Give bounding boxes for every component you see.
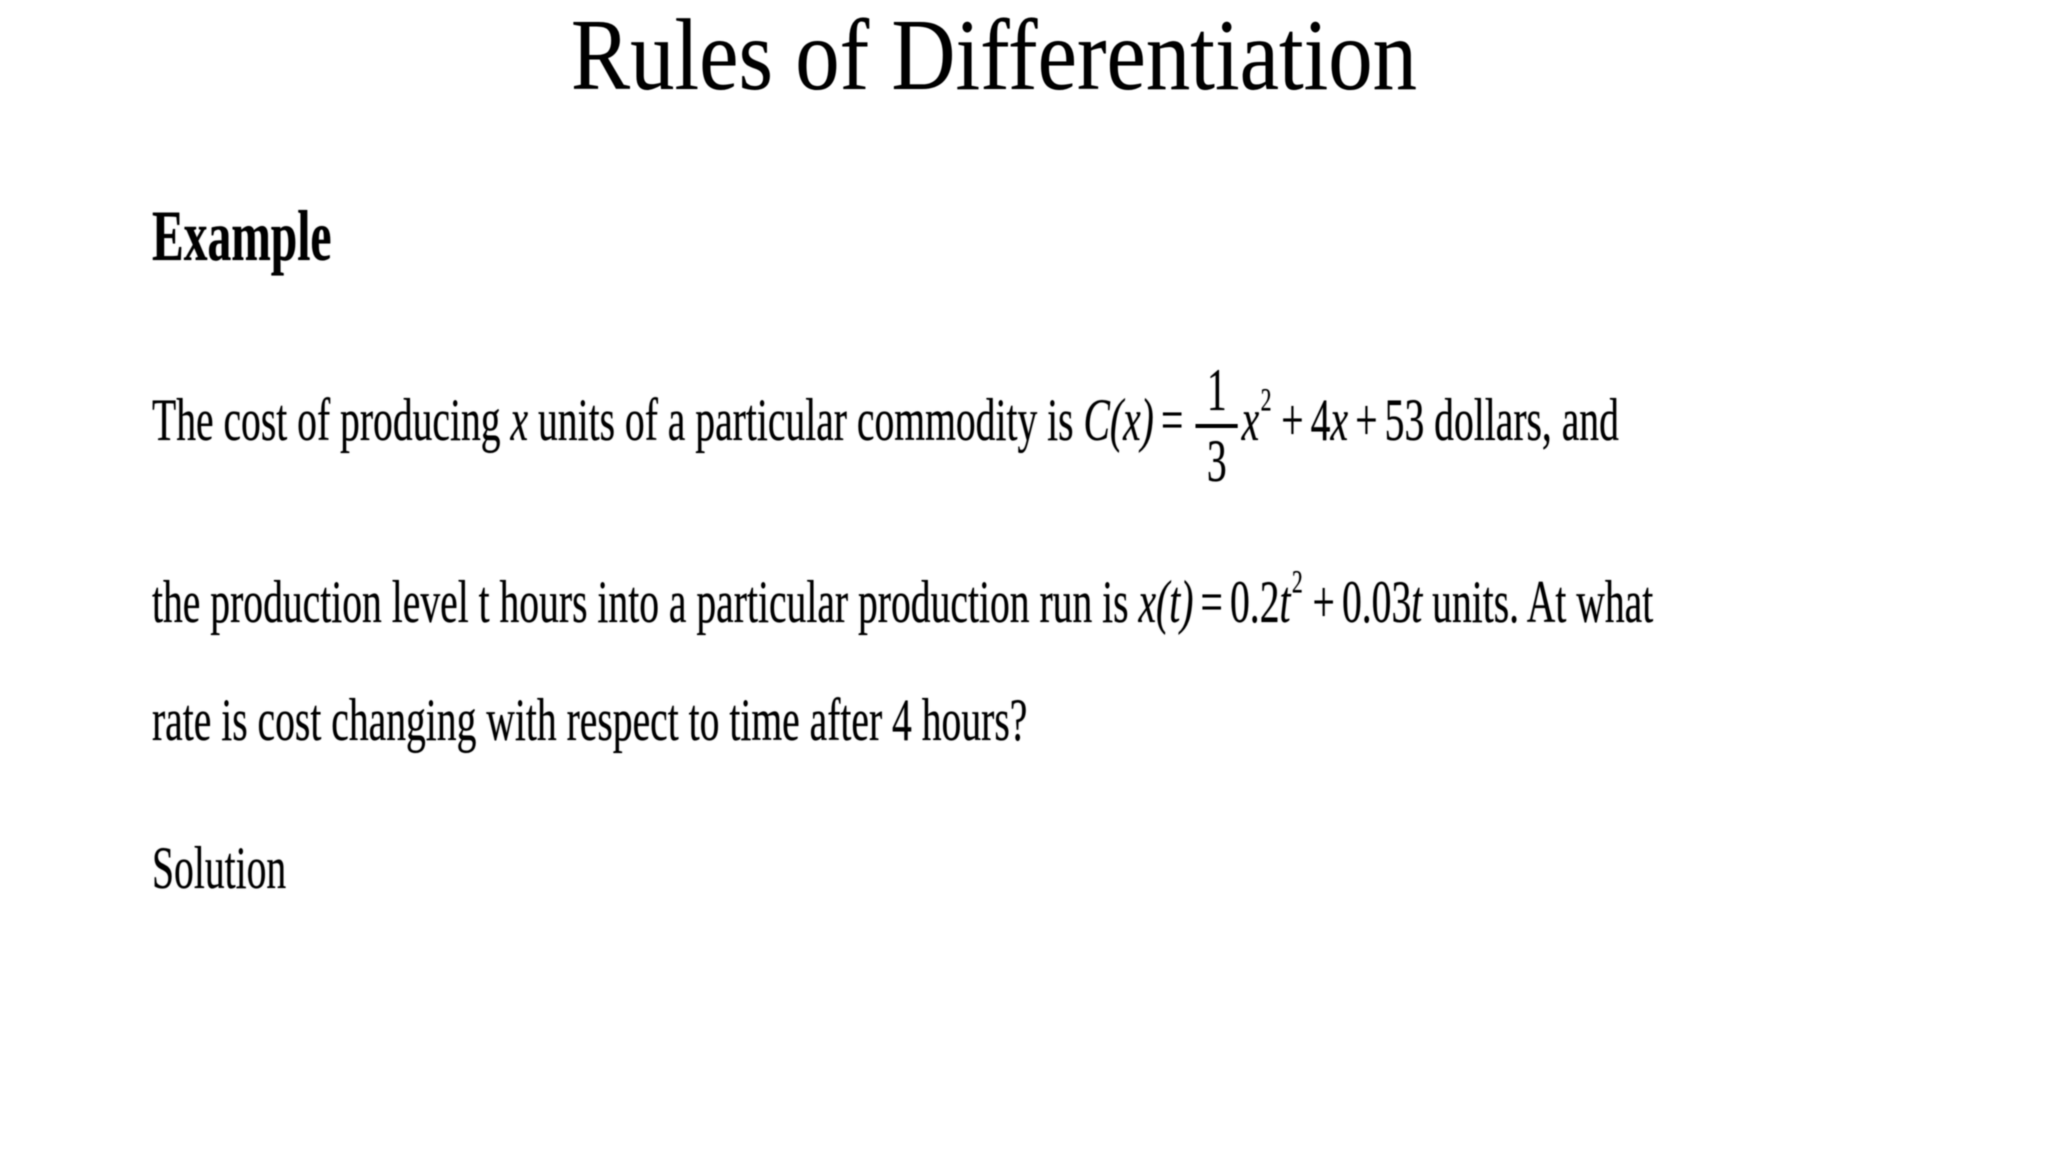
slide-title: Rules of Differentiation bbox=[570, 0, 1418, 112]
cost-function-formula bbox=[1083, 357, 1425, 495]
formula1-var-x: x bbox=[1330, 387, 1349, 453]
formula1-lhs: C(x) bbox=[1083, 387, 1154, 453]
line1-text-post: dollars, and bbox=[1424, 387, 1619, 453]
formula1-equals-sign: = bbox=[1160, 387, 1184, 453]
formula2-coefficient-02: 0.2 bbox=[1230, 569, 1280, 635]
production-level-formula bbox=[1138, 564, 1423, 635]
example-heading: Example bbox=[152, 196, 332, 276]
formula1-constant-53: 53 bbox=[1384, 387, 1425, 453]
formula1-exponent: 2 bbox=[1260, 382, 1272, 419]
formula2-exponent: 2 bbox=[1291, 564, 1303, 601]
variable-x: x bbox=[510, 387, 529, 453]
formula1-coefficient-4: 4 bbox=[1310, 387, 1331, 453]
formula1-base-x: x bbox=[1241, 387, 1260, 453]
problem-line-3: rate is cost changing with respect to time after 4 hours? bbox=[152, 687, 1028, 753]
formula1-plus-sign-1: + bbox=[1281, 387, 1304, 453]
formula2-coefficient-003: 0.03 bbox=[1341, 569, 1412, 635]
line2-text-post: units. At what bbox=[1422, 569, 1654, 635]
line1-text-pre: The cost of producing bbox=[152, 387, 511, 453]
problem-line-2 bbox=[152, 564, 1654, 635]
problem-line-1 bbox=[152, 357, 1619, 495]
formula2-plus-sign: + bbox=[1312, 569, 1335, 635]
line1-text-mid: units of a particular commodity is bbox=[528, 387, 1084, 453]
formula2-var-t-2: t bbox=[1411, 569, 1423, 635]
solution-heading: Solution bbox=[152, 835, 287, 901]
formula2-equals-sign: = bbox=[1200, 569, 1223, 635]
fraction-numerator: 1 bbox=[1196, 359, 1238, 428]
formula1-plus-sign-2: + bbox=[1355, 387, 1378, 453]
formula2-var-t-1: t bbox=[1279, 569, 1291, 635]
fraction-denominator: 3 bbox=[1206, 428, 1227, 495]
formula2-lhs: x(t) bbox=[1138, 569, 1194, 635]
line2-text-pre: the production level t hours into a particular production run is bbox=[152, 569, 1139, 635]
fraction-one-third bbox=[1196, 359, 1238, 493]
